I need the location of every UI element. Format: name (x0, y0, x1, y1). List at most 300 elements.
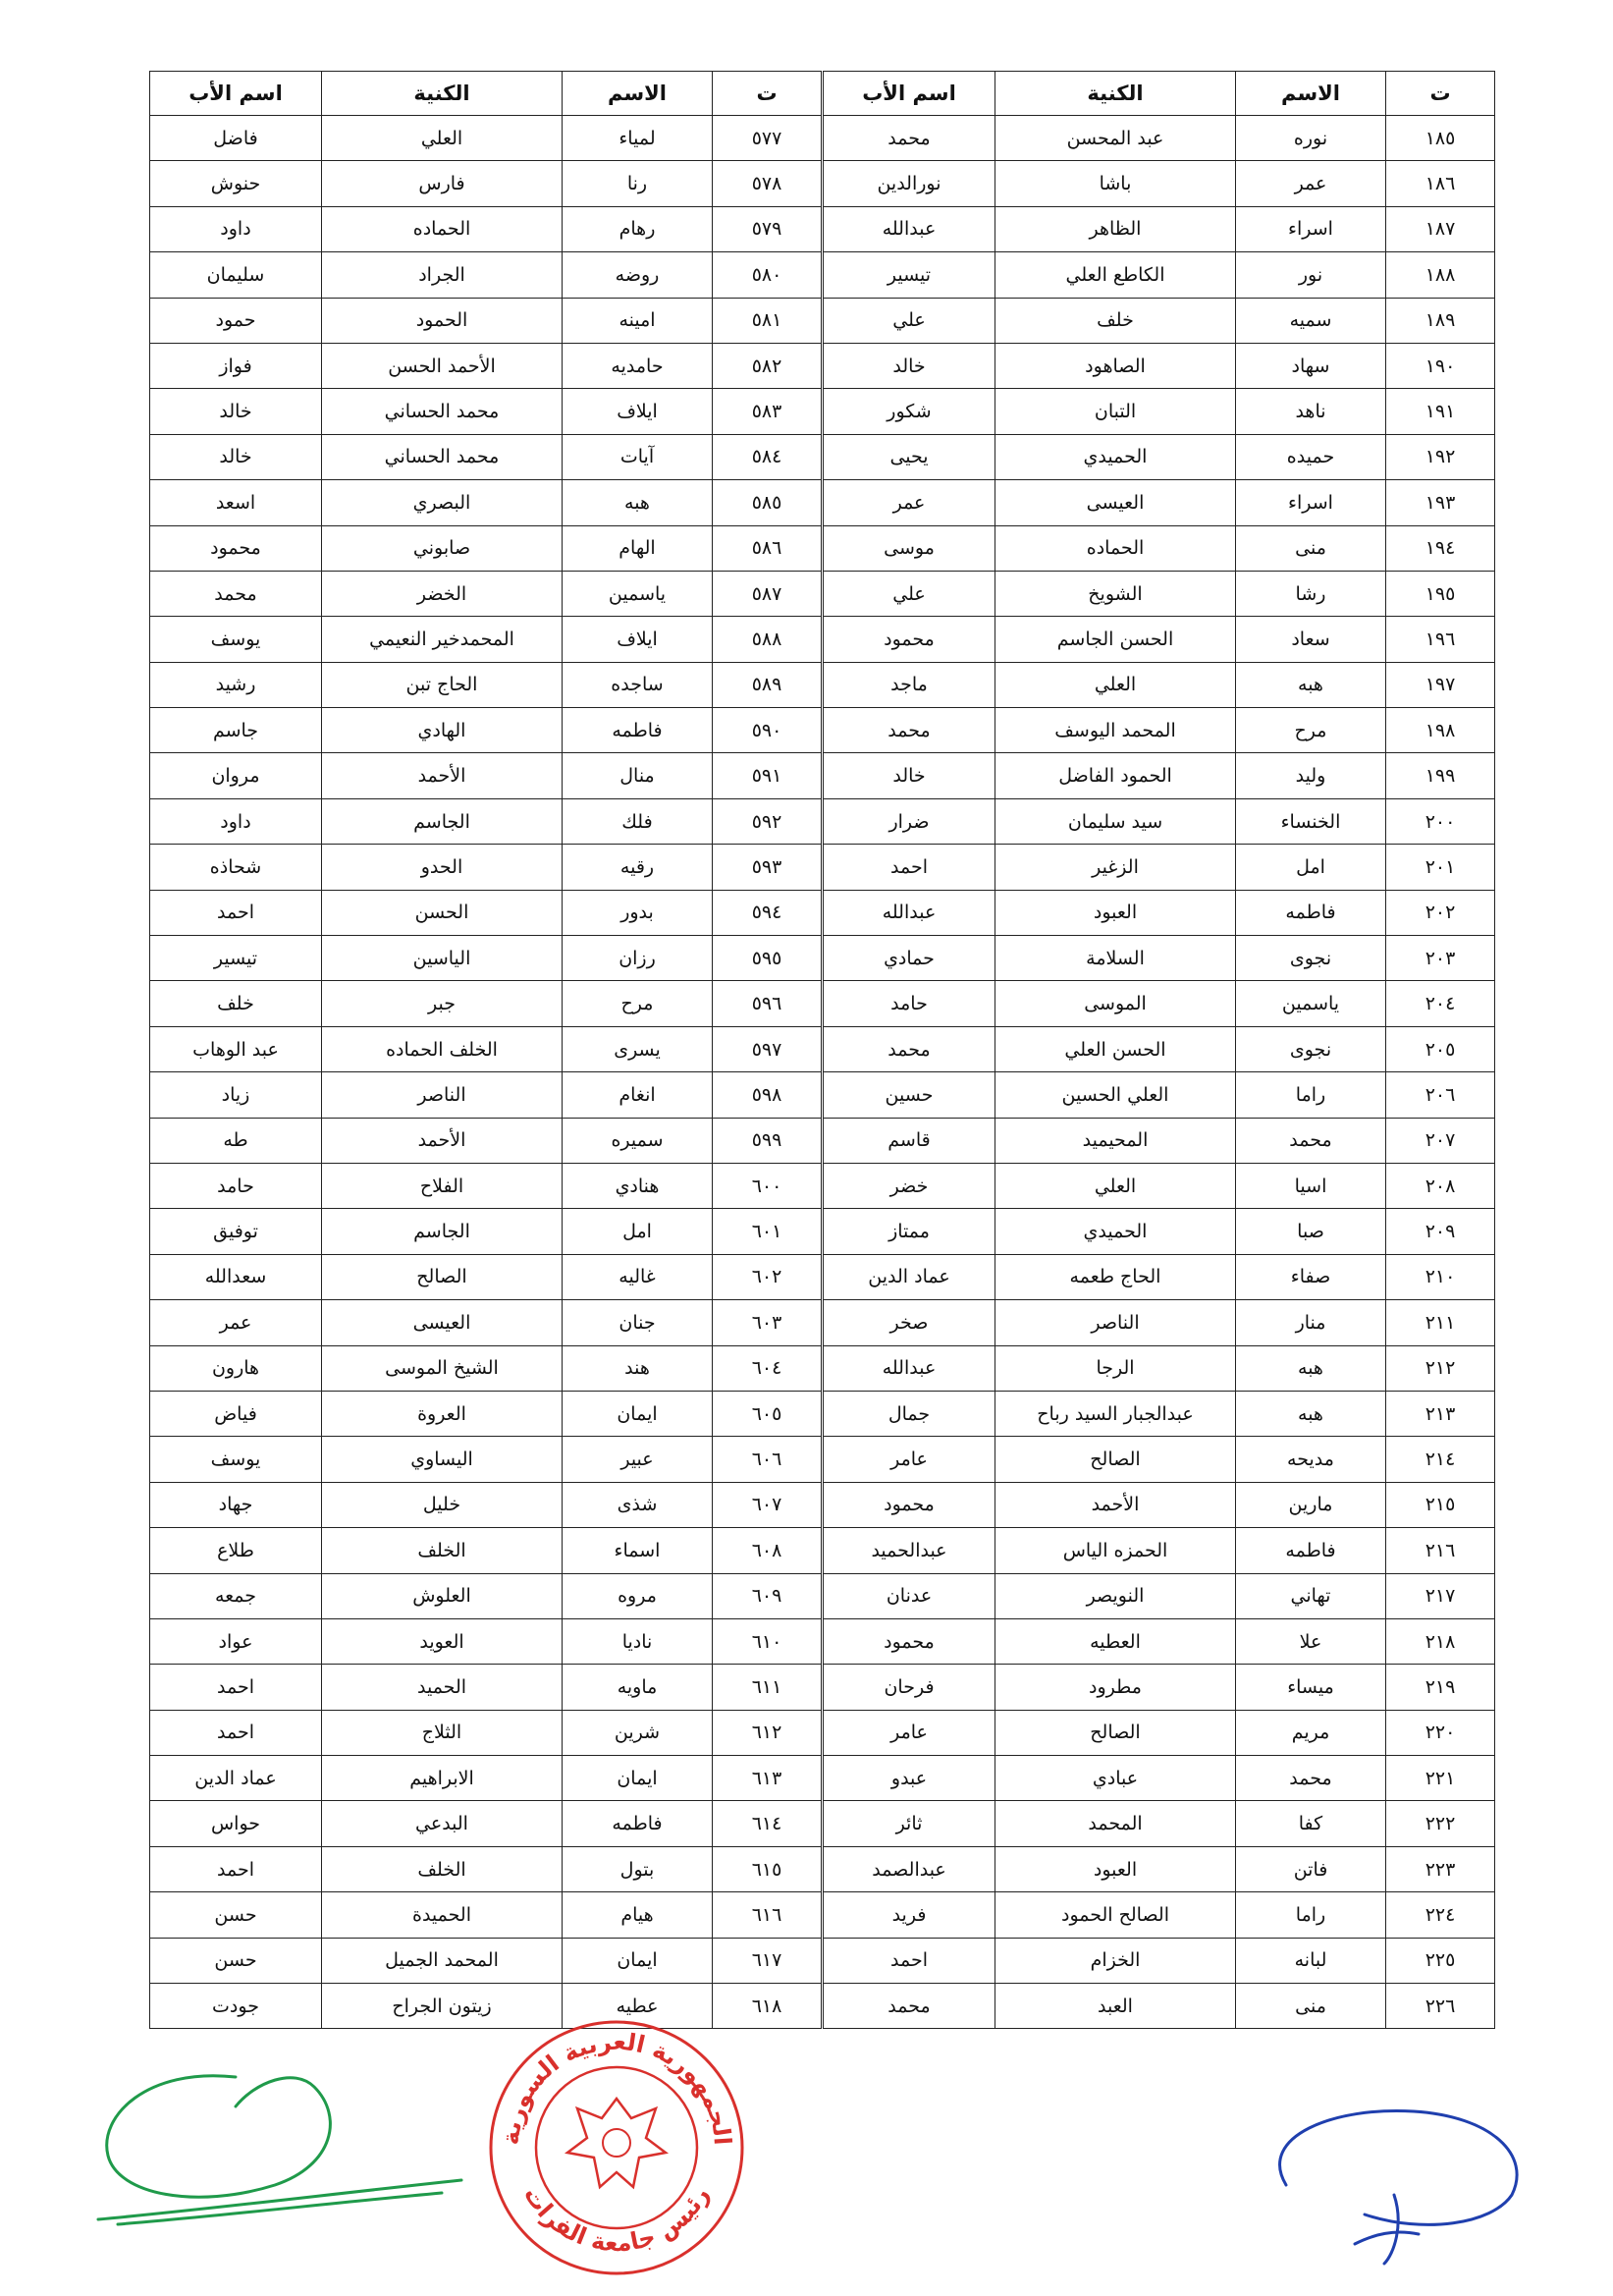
cell-father-right: علي (823, 571, 995, 616)
cell-father-right: عامر (823, 1437, 995, 1482)
cell-surname-right: الحسن العلي (995, 1026, 1236, 1071)
cell-num-left: ٥٨٢ (713, 343, 823, 388)
cell-num-right: ١٩٠ (1386, 343, 1495, 388)
cell-surname-left: محمد الحساني (322, 389, 563, 434)
cell-num-left: ٦١٢ (713, 1710, 823, 1755)
cell-num-right: ٢٠٤ (1386, 981, 1495, 1026)
cell-num-left: ٥٩٤ (713, 890, 823, 935)
cell-name-left: لمياء (563, 116, 713, 161)
cell-father-right: ثائر (823, 1801, 995, 1846)
cell-num-right: ٢١٥ (1386, 1482, 1495, 1527)
cell-father-left: حواس (150, 1801, 322, 1846)
cell-num-right: ١٩١ (1386, 389, 1495, 434)
cell-name-right: محمد (1236, 1118, 1386, 1163)
cell-surname-left: العلوش (322, 1573, 563, 1618)
table-row (150, 981, 1495, 1026)
cell-name-left: عطيه (563, 1984, 713, 2029)
cell-name-right: نجوى (1236, 936, 1386, 981)
cell-surname-right: الصالح (995, 1710, 1236, 1755)
cell-father-right: عامر (823, 1710, 995, 1755)
table-row (150, 1984, 1495, 2029)
cell-surname-right: المحمد اليوسف (995, 708, 1236, 753)
cell-father-left: احمد (150, 1665, 322, 1710)
table-row (150, 617, 1495, 662)
cell-father-right: ضرار (823, 798, 995, 844)
cell-num-left: ٥٨٩ (713, 662, 823, 707)
cell-surname-right: الرجا (995, 1345, 1236, 1391)
cell-father-left: داود (150, 206, 322, 251)
cell-name-left: رزان (563, 936, 713, 981)
cell-name-left: فاطمه (563, 708, 713, 753)
cell-father-left: طه (150, 1118, 322, 1163)
table-row (150, 1756, 1495, 1801)
cell-surname-left: محمد الحساني (322, 434, 563, 479)
cell-surname-left: الأحمد الحسن (322, 343, 563, 388)
table-row (150, 389, 1495, 434)
table-header-row (150, 72, 1495, 116)
table-row (150, 343, 1495, 388)
cell-num-left: ٦١١ (713, 1665, 823, 1710)
cell-num-right: ٢٠٨ (1386, 1163, 1495, 1208)
cell-father-right: فرحان (823, 1665, 995, 1710)
cell-surname-left: الثلاج (322, 1710, 563, 1755)
cell-name-left: فاطمه (563, 1801, 713, 1846)
cell-father-left: عبد الوهاب (150, 1026, 322, 1071)
cell-num-left: ٥٨٣ (713, 389, 823, 434)
cell-num-left: ٥٩٢ (713, 798, 823, 844)
table-row (150, 798, 1495, 844)
table-row (150, 1391, 1495, 1436)
names-list-sheet (149, 71, 1475, 2029)
cell-father-right: خالد (823, 753, 995, 798)
cell-num-left: ٦٠٢ (713, 1254, 823, 1299)
cell-name-right: ناهد (1236, 389, 1386, 434)
cell-surname-left: جبر (322, 981, 563, 1026)
cell-surname-left: الحسن (322, 890, 563, 935)
cell-name-right: سعاد (1236, 617, 1386, 662)
cell-father-left: عماد الدين (150, 1756, 322, 1801)
cell-surname-left: الأحمد (322, 1118, 563, 1163)
cell-name-right: منى (1236, 1984, 1386, 2029)
cell-name-right: رشا (1236, 571, 1386, 616)
cell-surname-left: العلي (322, 116, 563, 161)
cell-father-right: عبدالله (823, 890, 995, 935)
cell-father-right: احمد (823, 1938, 995, 1983)
cell-num-left: ٦١٧ (713, 1938, 823, 1983)
cell-surname-right: سيد سليمان (995, 798, 1236, 844)
cell-surname-right: الصالح (995, 1437, 1236, 1482)
names-table (149, 71, 1495, 2029)
table-row (150, 206, 1495, 251)
table-row (150, 662, 1495, 707)
cell-num-right: ١٨٩ (1386, 298, 1495, 343)
table-row (150, 1938, 1495, 1983)
cell-num-left: ٥٩٨ (713, 1072, 823, 1118)
cell-name-right: محمد (1236, 1756, 1386, 1801)
cell-num-left: ٥٨٥ (713, 480, 823, 525)
eagle-emblem-icon (567, 2099, 666, 2187)
cell-surname-right: خلف (995, 298, 1236, 343)
cell-name-right: هبه (1236, 1391, 1386, 1436)
cell-name-left: ايمان (563, 1391, 713, 1436)
cell-num-left: ٥٩٣ (713, 845, 823, 890)
university-president-stamp (484, 2015, 749, 2280)
table-row (150, 298, 1495, 343)
cell-name-left: انغام (563, 1072, 713, 1118)
cell-father-left: احمد (150, 1710, 322, 1755)
cell-father-right: محمد (823, 1026, 995, 1071)
cell-surname-right: الناصر (995, 1300, 1236, 1345)
cell-num-left: ٦٠١ (713, 1209, 823, 1254)
cell-name-left: مرح (563, 981, 713, 1026)
cell-name-left: رنا (563, 161, 713, 206)
table-row (150, 1846, 1495, 1891)
cell-num-left: ٦٠٨ (713, 1528, 823, 1573)
table-row (150, 1254, 1495, 1299)
col-header-num-right: ت (1386, 72, 1495, 116)
cell-num-right: ٢١٠ (1386, 1254, 1495, 1299)
table-row (150, 1801, 1495, 1846)
cell-name-left: ايلاف (563, 617, 713, 662)
cell-surname-left: العيسى (322, 1300, 563, 1345)
cell-name-left: ايلاف (563, 389, 713, 434)
cell-num-right: ٢٠٢ (1386, 890, 1495, 935)
cell-num-right: ١٩٩ (1386, 753, 1495, 798)
svg-text:رئيس جامعة الفرات (518, 2181, 715, 2257)
cell-num-right: ٢٠٥ (1386, 1026, 1495, 1071)
table-row (150, 1072, 1495, 1118)
cell-name-left: شرين (563, 1710, 713, 1755)
cell-father-left: جمعه (150, 1573, 322, 1618)
cell-father-left: داود (150, 798, 322, 844)
cell-num-right: ١٨٦ (1386, 161, 1495, 206)
cell-surname-left: العويد (322, 1618, 563, 1664)
cell-father-left: خلف (150, 981, 322, 1026)
cell-name-right: تهاني (1236, 1573, 1386, 1618)
cell-father-left: مروان (150, 753, 322, 798)
cell-surname-left: الحميدة (322, 1892, 563, 1938)
cell-surname-right: العطيه (995, 1618, 1236, 1664)
cell-num-right: ١٩٥ (1386, 571, 1495, 616)
cell-num-left: ٦١٥ (713, 1846, 823, 1891)
cell-surname-left: الخلف الحماده (322, 1026, 563, 1071)
cell-surname-left: البصري (322, 480, 563, 525)
cell-father-right: جمال (823, 1391, 995, 1436)
cell-surname-left: فارس (322, 161, 563, 206)
cell-num-right: ٢٢١ (1386, 1756, 1495, 1801)
cell-num-right: ١٨٨ (1386, 252, 1495, 298)
cell-num-right: ٢٠٦ (1386, 1072, 1495, 1118)
cell-name-left: شذى (563, 1482, 713, 1527)
cell-num-right: ١٩٧ (1386, 662, 1495, 707)
cell-name-right: الخنساء (1236, 798, 1386, 844)
cell-surname-right: الصالح الحمود (995, 1892, 1236, 1938)
cell-name-left: فلك (563, 798, 713, 844)
cell-name-right: عمر (1236, 161, 1386, 206)
cell-father-left: شحاذه (150, 845, 322, 890)
cell-name-right: ميساء (1236, 1665, 1386, 1710)
cell-num-left: ٥٨٧ (713, 571, 823, 616)
cell-name-right: نجوى (1236, 1026, 1386, 1071)
cell-name-left: غاليه (563, 1254, 713, 1299)
cell-surname-right: الشويخ (995, 571, 1236, 616)
cell-name-right: فاطمه (1236, 890, 1386, 935)
cell-num-left: ٥٩٥ (713, 936, 823, 981)
table-row (150, 890, 1495, 935)
cell-num-left: ٦١٤ (713, 1801, 823, 1846)
cell-surname-right: النويصر (995, 1573, 1236, 1618)
table-row (150, 1118, 1495, 1163)
cell-name-left: ساجده (563, 662, 713, 707)
cell-father-right: ممتاز (823, 1209, 995, 1254)
cell-name-right: نور (1236, 252, 1386, 298)
cell-father-right: يحيى (823, 434, 995, 479)
cell-name-left: يسرى (563, 1026, 713, 1071)
cell-surname-left: الجاسم (322, 1209, 563, 1254)
cell-father-right: عبدالحميد (823, 1528, 995, 1573)
cell-father-left: تيسير (150, 936, 322, 981)
table-row (150, 1300, 1495, 1345)
cell-name-right: هبه (1236, 1345, 1386, 1391)
cell-father-left: طلاع (150, 1528, 322, 1573)
cell-name-left: ناديا (563, 1618, 713, 1664)
cell-num-left: ٦٠٣ (713, 1300, 823, 1345)
cell-father-right: محمد (823, 1984, 995, 2029)
cell-father-right: شكور (823, 389, 995, 434)
cell-num-left: ٥٩١ (713, 753, 823, 798)
cell-name-right: اسيا (1236, 1163, 1386, 1208)
cell-father-right: نورالدين (823, 161, 995, 206)
cell-surname-right: الحسن الجاسم (995, 617, 1236, 662)
cell-surname-right: الموسى (995, 981, 1236, 1026)
col-header-father-left: اسم الأب (150, 72, 322, 116)
cell-name-left: رقيه (563, 845, 713, 890)
cell-father-left: رشيد (150, 662, 322, 707)
cell-surname-left: الفلاح (322, 1163, 563, 1208)
cell-num-left: ٥٨١ (713, 298, 823, 343)
cell-father-left: جودت (150, 1984, 322, 2029)
cell-surname-left: الخلف (322, 1528, 563, 1573)
cell-surname-left: المحمدخير النعيمي (322, 617, 563, 662)
cell-father-right: محمود (823, 1482, 995, 1527)
cell-name-left: عبير (563, 1437, 713, 1482)
cell-father-right: عماد الدين (823, 1254, 995, 1299)
cell-father-right: خضر (823, 1163, 995, 1208)
cell-surname-right: السلامة (995, 936, 1236, 981)
cell-name-left: امل (563, 1209, 713, 1254)
table-row (150, 1665, 1495, 1710)
cell-surname-left: الأحمد (322, 753, 563, 798)
cell-num-right: ١٩٢ (1386, 434, 1495, 479)
cell-num-right: ٢١٢ (1386, 1345, 1495, 1391)
cell-num-left: ٥٩٦ (713, 981, 823, 1026)
cell-father-right: قاسم (823, 1118, 995, 1163)
cell-surname-left: الخلف (322, 1846, 563, 1891)
cell-father-right: محمود (823, 617, 995, 662)
cell-num-right: ٢٢٦ (1386, 1984, 1495, 2029)
table-row (150, 845, 1495, 890)
cell-surname-right: الأحمد (995, 1482, 1236, 1527)
cell-name-left: امينه (563, 298, 713, 343)
cell-name-left: بتول (563, 1846, 713, 1891)
cell-num-right: ٢١٣ (1386, 1391, 1495, 1436)
cell-surname-left: الخضر (322, 571, 563, 616)
col-header-name-left: الاسم (563, 72, 713, 116)
cell-num-right: ٢٢٠ (1386, 1710, 1495, 1755)
table-row (150, 116, 1495, 161)
cell-surname-right: الظاهر (995, 206, 1236, 251)
cell-name-left: بدور (563, 890, 713, 935)
cell-surname-left: الحميد (322, 1665, 563, 1710)
cell-num-left: ٦٠٤ (713, 1345, 823, 1391)
cell-father-left: زياد (150, 1072, 322, 1118)
cell-name-right: اسراء (1236, 206, 1386, 251)
cell-num-left: ٦١٨ (713, 1984, 823, 2029)
table-row (150, 1345, 1495, 1391)
cell-num-right: ٢١٧ (1386, 1573, 1495, 1618)
cell-surname-right: المحيميد (995, 1118, 1236, 1163)
cell-name-right: امل (1236, 845, 1386, 890)
table-row (150, 1573, 1495, 1618)
cell-father-left: فاضل (150, 116, 322, 161)
cell-name-left: مروه (563, 1573, 713, 1618)
stamp-outer-text: الجمهورية العربية السورية (496, 2027, 737, 2147)
cell-num-right: ٢٠٧ (1386, 1118, 1495, 1163)
cell-num-right: ٢٢٣ (1386, 1846, 1495, 1891)
cell-father-right: محمد (823, 116, 995, 161)
cell-num-left: ٦٠٥ (713, 1391, 823, 1436)
cell-num-right: ١٨٥ (1386, 116, 1495, 161)
cell-name-right: لبانه (1236, 1938, 1386, 1983)
cell-num-left: ٥٨٤ (713, 434, 823, 479)
cell-name-left: منال (563, 753, 713, 798)
cell-name-right: منار (1236, 1300, 1386, 1345)
cell-father-left: خالد (150, 434, 322, 479)
cell-father-left: حمود (150, 298, 322, 343)
cell-surname-right: التبان (995, 389, 1236, 434)
cell-name-left: الهام (563, 525, 713, 571)
cell-father-left: سليمان (150, 252, 322, 298)
cell-surname-left: البدعي (322, 1801, 563, 1846)
cell-surname-right: عبدالجبار السيد رباح (995, 1391, 1236, 1436)
cell-father-right: عدنان (823, 1573, 995, 1618)
cell-name-left: آيات (563, 434, 713, 479)
cell-surname-right: الحميدي (995, 434, 1236, 479)
cell-father-left: توفيق (150, 1209, 322, 1254)
cell-num-left: ٥٧٨ (713, 161, 823, 206)
cell-name-right: صفاء (1236, 1254, 1386, 1299)
cell-name-left: ياسمين (563, 571, 713, 616)
table-row (150, 434, 1495, 479)
cell-num-left: ٦١٦ (713, 1892, 823, 1938)
cell-father-right: صخر (823, 1300, 995, 1345)
cell-father-right: احمد (823, 845, 995, 890)
cell-num-left: ٥٩٩ (713, 1118, 823, 1163)
cell-name-left: هنادي (563, 1163, 713, 1208)
cell-surname-right: الحمزه الياس (995, 1528, 1236, 1573)
cell-name-left: ايمان (563, 1756, 713, 1801)
cell-father-left: اسعد (150, 480, 322, 525)
cell-surname-left: الناصر (322, 1072, 563, 1118)
cell-num-left: ٥٩٧ (713, 1026, 823, 1071)
cell-num-right: ٢٠٠ (1386, 798, 1495, 844)
cell-father-left: احمد (150, 890, 322, 935)
cell-father-left: حامد (150, 1163, 322, 1208)
cell-name-right: فاطمه (1236, 1528, 1386, 1573)
cell-name-right: صبا (1236, 1209, 1386, 1254)
cell-father-right: ماجد (823, 662, 995, 707)
cell-name-right: سميه (1236, 298, 1386, 343)
cell-father-left: فواز (150, 343, 322, 388)
cell-surname-right: عبادي (995, 1756, 1236, 1801)
cell-father-right: فريد (823, 1892, 995, 1938)
cell-father-left: محمود (150, 525, 322, 571)
cell-surname-right: باشا (995, 161, 1236, 206)
table-row (150, 708, 1495, 753)
cell-num-right: ٢١٦ (1386, 1528, 1495, 1573)
cell-father-right: محمد (823, 708, 995, 753)
cell-name-left: روضه (563, 252, 713, 298)
cell-num-right: ٢٠١ (1386, 845, 1495, 890)
cell-surname-left: الهادي (322, 708, 563, 753)
cell-name-right: مارين (1236, 1482, 1386, 1527)
cell-name-right: فاتن (1236, 1846, 1386, 1891)
cell-name-right: اسراء (1236, 480, 1386, 525)
cell-name-left: رهام (563, 206, 713, 251)
table-row (150, 252, 1495, 298)
cell-father-left: حسن (150, 1938, 322, 1983)
table-row (150, 936, 1495, 981)
cell-surname-left: اليساوي (322, 1437, 563, 1482)
cell-surname-right: العبد (995, 1984, 1236, 2029)
cell-num-left: ٦٠٩ (713, 1573, 823, 1618)
cell-surname-right: المحمد (995, 1801, 1236, 1846)
cell-name-right: راما (1236, 1892, 1386, 1938)
cell-surname-right: الحماده (995, 525, 1236, 571)
cell-father-right: عبدالصمد (823, 1846, 995, 1891)
col-header-surname-right: الكنية (995, 72, 1236, 116)
cell-surname-right: العلي (995, 1163, 1236, 1208)
cell-father-right: موسى (823, 525, 995, 571)
cell-num-left: ٦٠٠ (713, 1163, 823, 1208)
cell-surname-left: الحاج تبن (322, 662, 563, 707)
cell-surname-left: الشيخ الموسى (322, 1345, 563, 1391)
cell-surname-right: الحميدي (995, 1209, 1236, 1254)
table-row (150, 1209, 1495, 1254)
cell-num-left: ٥٨٦ (713, 525, 823, 571)
cell-num-right: ١٩٨ (1386, 708, 1495, 753)
cell-num-left: ٦١٣ (713, 1756, 823, 1801)
cell-name-left: جنان (563, 1300, 713, 1345)
cell-surname-right: الخزام (995, 1938, 1236, 1983)
cell-num-left: ٥٩٠ (713, 708, 823, 753)
cell-num-right: ١٩٣ (1386, 480, 1495, 525)
cell-num-left: ٥٨٨ (713, 617, 823, 662)
cell-father-left: سعدالله (150, 1254, 322, 1299)
cell-num-right: ١٨٧ (1386, 206, 1495, 251)
table-row (150, 1482, 1495, 1527)
col-header-father-right: اسم الأب (823, 72, 995, 116)
cell-name-left: هيام (563, 1892, 713, 1938)
cell-name-right: حميده (1236, 434, 1386, 479)
cell-name-right: كفا (1236, 1801, 1386, 1846)
cell-surname-left: الحماده (322, 206, 563, 251)
table-row (150, 1710, 1495, 1755)
cell-name-right: سهاد (1236, 343, 1386, 388)
cell-father-left: عمر (150, 1300, 322, 1345)
cell-father-left: محمد (150, 571, 322, 616)
cell-name-right: راما (1236, 1072, 1386, 1118)
